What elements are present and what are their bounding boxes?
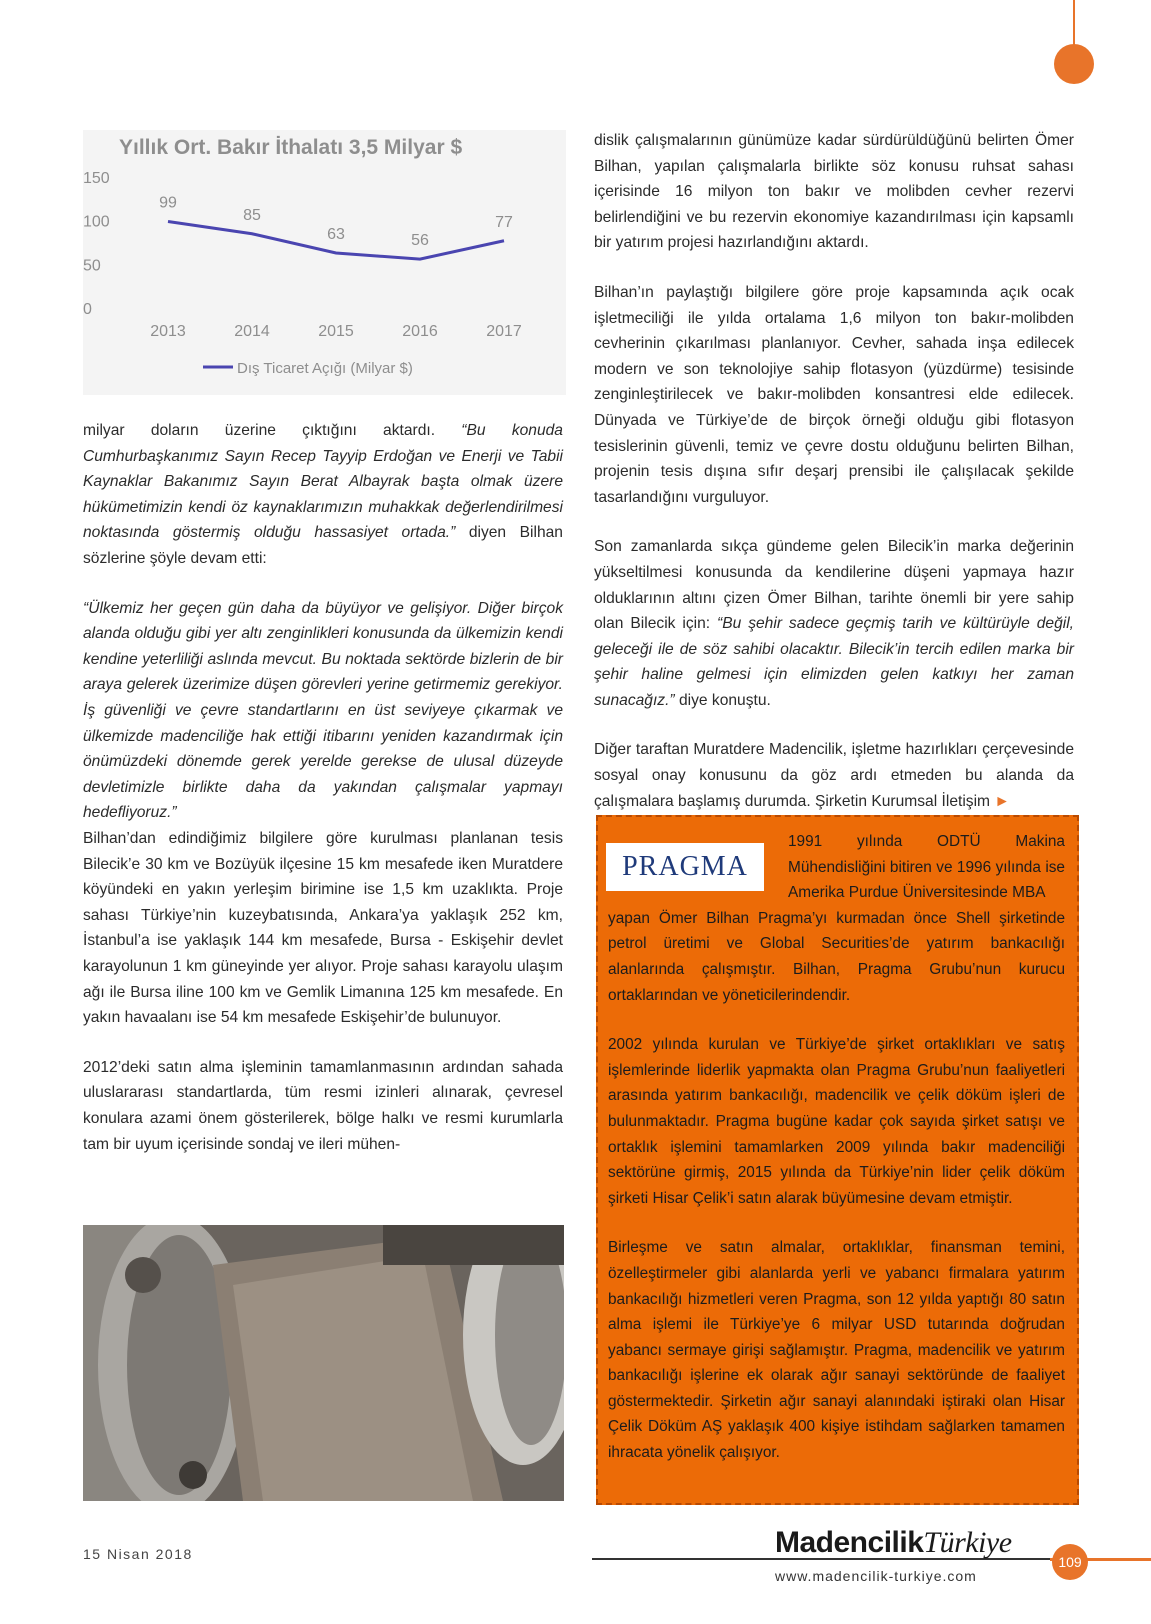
x-tick-label: 2016 — [402, 323, 438, 340]
right-p4-text: Diğer taraftan Muratdere Madencilik, işletme hazırlıkları çerçevesinde sosyal onay konusunu da göz ardı etmeden bu alanda da çalışmalara başlamış durumda. Şirketin Kurumsal İletişim — [594, 741, 1074, 810]
top-decoration-line — [1073, 0, 1075, 48]
magazine-brand — [775, 1526, 1012, 1560]
top-decoration-dot — [1054, 44, 1094, 84]
box-paragraph-1: yapan Ömer Bilhan Pragma’yı kurmadan önce Shell şirketinde petrol üretimi ve Global Securities’de yatırım bankacılığı alanlarında çalışmıştır. Bilhan, Pragma Grubu’nun kurucu ortaklarından ve yöneticilerindendir. — [608, 909, 1065, 1004]
data-label: 63 — [327, 225, 345, 243]
left-p1-tail: diyen Bilhan sözlerine şöyle devam etti: — [83, 524, 563, 567]
y-tick-label: 50 — [83, 257, 101, 275]
left-p1-quote: “Bu konuda Cumhurbaşkanımız Sayın Recep Tayyip Erdoğan ve Enerji ve Tabii Kaynaklar Bakanımız Sayın Berat Albayrak başta olmak üzere hükümetimizin kendi öz kaynaklarımızın muhakkak değerlendirilmesi noktasında göstermiş olduğu hassasiyet ortada.” — [83, 422, 563, 542]
left-paragraph-1 — [83, 418, 563, 572]
y-tick-label: 100 — [83, 213, 110, 231]
website-link[interactable]: www.madencilik-turkiye.com — [775, 1568, 977, 1584]
y-tick-label: 150 — [83, 170, 110, 187]
data-label: 85 — [243, 206, 261, 224]
x-tick-label: 2015 — [318, 323, 354, 340]
pragma-box-content — [608, 829, 1065, 1466]
chart-title: Yıllık Ort. Bakır İthalatı 3,5 Milyar $ — [119, 136, 463, 159]
photo-illustration — [83, 1225, 564, 1501]
right-p3-quote: “Bu şehir sadece geçmiş tarih ve kültürüyle değil, geleceği ile de söz sahibi olacaktır. Bilecik’in tercih edilen marka bir şehir haline gelmesi için elimizden gelen katkıyı her zaman sunacağız.” — [594, 615, 1075, 709]
copper-import-chart — [83, 130, 566, 395]
continue-arrow-icon: ► — [994, 792, 1010, 810]
y-tick-label: 0 — [83, 301, 92, 318]
data-label: 77 — [495, 213, 513, 231]
chart-legend-label: Dış Ticaret Açığı (Milyar $) — [237, 360, 413, 377]
data-label: 99 — [159, 194, 177, 212]
brand-bold: Madencilik — [775, 1526, 924, 1559]
right-column — [594, 128, 1074, 814]
page-number: 109 — [1052, 1544, 1088, 1580]
data-label: 56 — [411, 232, 429, 250]
right-p3-tail: diye konuştu. — [674, 691, 771, 709]
left-column — [83, 418, 563, 826]
right-p3-text: Son zamanlarda sıkça gündeme gelen Bilecik’in marka değerinin yükseltilmesi konusunda da kendilerine düşeni yapmaya hazır olduklarının altını çizen Ömer Bilhan, tarihte önemli bir yere sahip olan Bilecik için: — [594, 538, 1074, 633]
x-tick-label: 2013 — [150, 323, 186, 340]
box-paragraph-2: 2002 yılında kurulan ve Türkiye’de şirket ortaklıkları ve satış işlemlerinde liderlik yapmakta olan Pragma Grubu’nun faaliyetleri arasında yatırım bankacılığı, madencilik ve çelik döküm işleri de bulunmaktadır. Pragma bugüne kadar çok sayıda şirket satışı ve ortaklık işlemini tamamlarken 2009 yılında bakır madenciliği sektörüne girmiş, 2015 yılında da Türkiye’nin lider çelik döküm şirketi Hisar Çelik’i satın alarak büyümesine devam etmiştir. — [608, 1036, 1065, 1207]
right-paragraph-2: Bilhan’ın paylaştığı bilgilere göre proje kapsamında açık ocak işletmeciliği ile yılda ortalama 1,6 milyon ton bakır-molibden cevherinin çıkarılması planlanıyor. Cevher, sahada inşa edilecek modern ve son teknolojiye sahip flotasyon (yüzdürme) tesisinde zenginleştirilecek ve bakır-molibden konsantresi elde edilecek. Dünyada ve Türkiye’de de birçok örneği olduğu gibi flotasyon tesislerinin güvenli, temiz ve çevre dostu olduğunu belirten Bilhan, projenin tesis dışına sıfır deşarj prensibi ile çalışılacak şekilde tasarlandığını vurguluyor. — [594, 283, 1074, 506]
left-paragraph-4: 2012’deki satın alma işleminin tamamlanmasının ardından sahada uluslararası standartlarda, tüm resmi izinleri alınarak, çevresel konulara azami önem gösterilerek, bölge halkı ve resmi kurumlarla tam bir uyum içerisinde sondaj ve ileri mühen- — [83, 1058, 563, 1153]
issue-date: 15 Nisan 2018 — [83, 1546, 193, 1562]
right-paragraph-1: dislik çalışmalarının günümüze kadar sürdürüldüğünü belirten Ömer Bilhan, yapılan çalışmalarla birlikte söz konusu ruhsat sahası içerisinde 16 milyon ton bakır ve molibden cevher rezervi belirlendiğini ve bu rezervin ekonomiye kazandırılması için kapsamlı bir yatırım projesi hazırlandığını aktardı. — [594, 132, 1074, 252]
left-column-lower — [83, 826, 563, 1157]
box-intro-text: 1991 yılında ODTÜ Makina Mühendisliğini bitiren ve 1996 yılında ise Amerika Purdue Üniversitesinde MBA — [788, 833, 1065, 902]
x-tick-label: 2017 — [486, 323, 522, 340]
x-tick-label: 2014 — [234, 323, 270, 340]
left-paragraph-3: Bilhan’dan edindiğimiz bilgilere göre kurulması planlanan tesis Bilecik’e 30 km ve Bozüyük ilçesine 15 km mesafede iken Muratdere köyündeki en yakın yerleşim birimine ise 1,5 km uzaklıkta. Proje sahası Türkiye’nin kuzeybatısında, Ankara’ya yaklaşık 252 km, İstanbul’a ise yaklaşık 144 km mesafede, Bursa - Eskişehir devlet karayolunun 1 km güneyinde yer alıyor. Proje sahası karayolu ulaşım ağı ile Bursa iline 100 km ve Gemlik Limanına 125 km mesafede. En yakın havaalanı ise 54 km mesafede Eskişehir’de bulunuyor. — [83, 830, 563, 1027]
right-paragraph-3 — [594, 534, 1074, 713]
right-paragraph-4 — [594, 737, 1074, 814]
pragma-logo-text: PRAGMA — [622, 851, 748, 882]
chart-canvas — [83, 130, 566, 395]
brand-italic: Türkiye — [923, 1526, 1012, 1559]
left-p1-text: milyar doların üzerine çıktığını aktardı. — [83, 422, 462, 439]
left-quote-paragraph: “Ülkemiz her geçen gün daha da büyüyor ve gelişiyor. Diğer birçok alanda olduğu gibi yer altı zenginlikleri konusunda da ülkemizin kendi kendine yeterliliği aslında mevcut. Bu noktada sektörde bizlerin de bir araya gelerek üzerimize düşen görevleri yerine getirmemiz gerekiyor. İş güvenliği ve çevre standartlarını en üst seviyeye çıkarmak ve ülkemizde madenciliğe hak ettiği itibarını yeniden kazandırmak için önümüzdeki dönemde gerek yerelde gerekse de ulusal düzeyde devletimizle birlikte daha da yakından çalışmalar yapmayı hedefliyoruz.” — [83, 599, 563, 822]
pragma-info-box — [596, 815, 1079, 1505]
box-paragraph-3: Birleşme ve satın almalar, ortaklıklar, finansman temini, özelleştirmeler gibi alanlarda yerli ve yabancı firmalara yatırım bankacılığı hizmetleri veren Pragma, son 12 yılda yaptığı 80 satın alma işlemi ile Türkiye’ye 6 milyar USD tutarında doğrudan yabancı sermaye girişi sağlamıştır. Pragma, madencilik ve yatırım bankacılığı işlerine ek olarak ağır sanayi sektöründe de faaliyet göstermektedir. Şirketin ağır sanayi alanındaki iştiraki olan Hisar Çelik Döküm AŞ yaklaşık 400 kişiye istihdam sağlarken tamamen ihracata yönelik çalışıyor. — [608, 1239, 1065, 1462]
mining-equipment-photo — [83, 1225, 564, 1501]
